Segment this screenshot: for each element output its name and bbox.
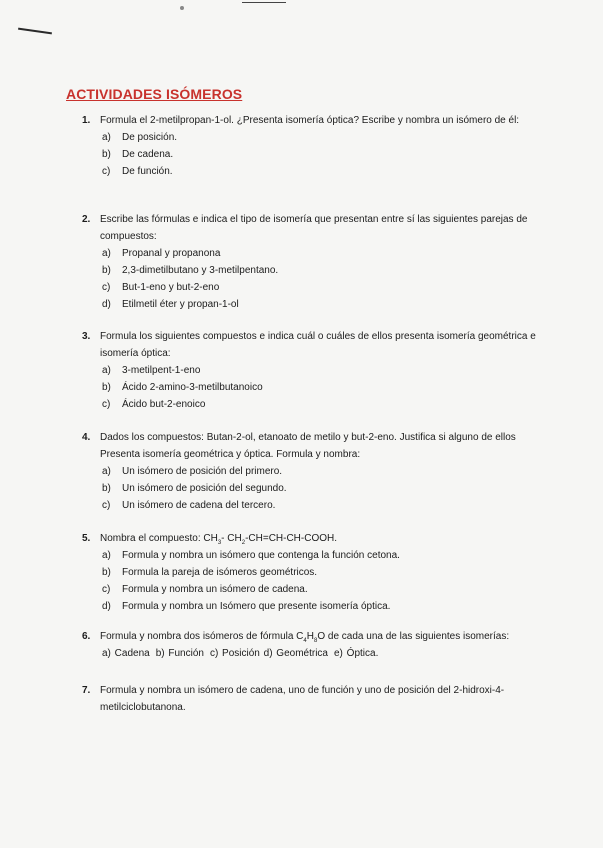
scan-mark — [180, 6, 184, 10]
option-item — [102, 279, 552, 296]
option-item — [102, 146, 552, 163]
page-title: ACTIVIDADES ISÓMEROS — [66, 86, 243, 102]
question-text: Dados los compuestos: Butan-2-ol, etanoato de metilo y but-2-eno. Justifica si alguno de ellos Presenta isomería geométrica y óptica. Formula y nombra: — [100, 432, 516, 460]
question-number: 7. — [82, 685, 91, 696]
option-item — [102, 379, 552, 396]
question-1 — [82, 112, 552, 180]
option-item — [102, 296, 552, 313]
question-text: Formula y nombra dos isómeros de fórmula $C_4H_8O$ de cada una de las siguientes isomerías: — [100, 631, 510, 644]
option-item: c) Posición d) Geométrica — [209, 648, 328, 659]
option-text: 3-metilpent-1-eno — [122, 365, 201, 376]
option-text: Un isómero de posición del segundo. — [122, 483, 287, 494]
question-text: Formula los siguientes compuestos e indica cuál o cuáles de ellos presenta isomería geométrica e isomería óptica: — [100, 331, 536, 359]
option-item — [102, 396, 552, 413]
option-item — [102, 129, 552, 146]
question-text: Formula el 2-metilpropan-1-ol. ¿Presenta isomería óptica? Escribe y nombra un isómero de él: — [100, 115, 520, 126]
option-letter: b) — [102, 265, 111, 276]
option-item — [102, 245, 552, 262]
option-text: Formula y nombra un isómero que contenga la función cetona. — [122, 550, 400, 561]
option-text: Ácido but-2-enoico — [122, 399, 206, 410]
option-item — [102, 480, 552, 497]
option-item — [102, 564, 552, 581]
option-letter: a) — [102, 365, 111, 376]
option-text: But-1-eno y but-2-eno — [122, 282, 220, 293]
option-list — [82, 245, 552, 313]
option-text: De cadena. — [122, 149, 174, 160]
option-text: Ácido 2-amino-3-metilbutanoico — [122, 382, 263, 393]
option-text: De posición. — [122, 132, 178, 143]
question-number: 6. — [82, 631, 91, 642]
option-letter: c) — [102, 282, 111, 293]
option-list — [82, 129, 552, 180]
option-letter: c) — [102, 584, 111, 595]
question-text: Formula y nombra un isómero de cadena, uno de función y uno de posición del 2-hidroxi-4-metilciclobutanona. — [100, 685, 505, 713]
option-item: b) Función — [155, 648, 204, 659]
question-4 — [82, 429, 552, 514]
option-text: Etilmetil éter y propan-1-ol — [122, 299, 239, 310]
option-item — [102, 262, 552, 279]
option-letter: b) — [102, 149, 111, 160]
option-text: Formula la pareja de isómeros geométricos. — [122, 567, 318, 578]
option-item — [102, 163, 552, 180]
question-6 — [82, 628, 552, 662]
option-letter: b) — [102, 567, 111, 578]
option-letter: c) — [102, 500, 111, 511]
option-letter: d) — [102, 601, 111, 612]
option-item — [102, 547, 552, 564]
option-list — [82, 362, 552, 413]
option-letter: a) — [102, 550, 111, 561]
question-number: 3. — [82, 331, 91, 342]
option-text: 2,3-dimetilbutano y 3-metilpentano. — [122, 265, 279, 276]
question-number: 4. — [82, 432, 91, 443]
question-text: Nombra el compuesto: $CH_3-$ $CH_2-CH=CH-CH$-COOH. — [100, 533, 338, 546]
option-list — [82, 463, 552, 514]
option-item: e) Óptica. — [334, 648, 379, 659]
question-7 — [82, 682, 552, 716]
question-3 — [82, 328, 552, 413]
question-number: 2. — [82, 214, 91, 225]
scan-mark — [242, 2, 286, 3]
option-text: De función. — [122, 166, 173, 177]
option-letter: b) — [102, 382, 111, 393]
inline-option-list — [102, 645, 552, 662]
option-text: Un isómero de posición del primero. — [122, 466, 283, 477]
option-text: Propanal y propanona — [122, 248, 221, 259]
question-number: 5. — [82, 533, 91, 544]
option-item — [102, 463, 552, 480]
question-number: 1. — [82, 115, 91, 126]
option-letter: c) — [102, 399, 111, 410]
question-5 — [82, 530, 552, 615]
option-item — [102, 497, 552, 514]
option-item — [102, 598, 552, 615]
option-letter: c) — [102, 166, 111, 177]
option-letter: a) — [102, 248, 111, 259]
question-text: Escribe las fórmulas e indica el tipo de isomería que presentan entre sí las siguientes parejas de compuestos: — [100, 214, 528, 242]
option-item — [102, 362, 552, 379]
option-list — [82, 547, 552, 615]
scan-mark — [18, 28, 52, 35]
option-text: Formula y nombra un Isómero que presente isomería óptica. — [122, 601, 391, 612]
option-item — [102, 581, 552, 598]
option-text: Formula y nombra un isómero de cadena. — [122, 584, 308, 595]
option-item: a) Cadena — [102, 648, 150, 659]
option-letter: a) — [102, 466, 111, 477]
question-2 — [82, 211, 552, 313]
option-letter: b) — [102, 483, 111, 494]
option-text: Un isómero de cadena del tercero. — [122, 500, 276, 511]
option-letter: a) — [102, 132, 111, 143]
option-letter: d) — [102, 299, 111, 310]
